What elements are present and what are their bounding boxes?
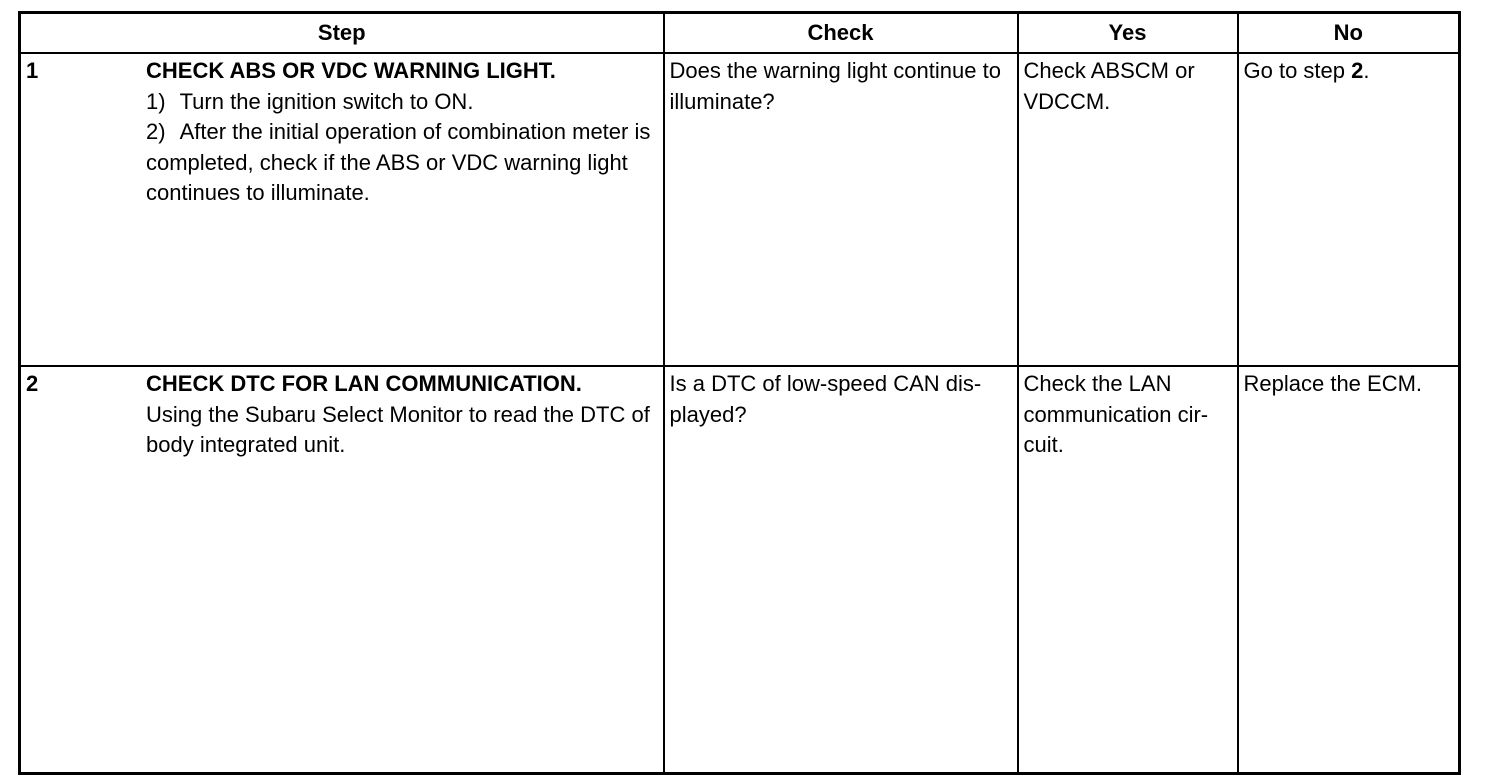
no-cell: Replace the ECM.	[1238, 366, 1460, 774]
step-description: Using the Subaru Select Monitor to read the DTC of body integrated unit.	[146, 401, 650, 457]
step-number: 2	[26, 371, 39, 396]
instruction-text: After the initial operation of combination meter is completed, check if the ABS or VDC warning light continues to illuminate.	[146, 119, 651, 205]
no-cell	[1238, 53, 1460, 366]
no-prefix: Go to step	[1243, 58, 1352, 83]
instruction-number: 1)	[146, 88, 166, 114]
step-number: 1	[26, 58, 39, 83]
check-cell: Is a DTC of low-speed CAN dis-played?	[664, 366, 1018, 774]
step-title: CHECK ABS OR VDC WARNING LIGHT.	[146, 58, 556, 83]
table-header-row	[20, 13, 1460, 54]
header-step: Step	[20, 13, 664, 54]
step-title: CHECK DTC FOR LAN COMMUNICATION.	[146, 371, 582, 396]
header-no: No	[1238, 13, 1460, 54]
step-cell	[20, 366, 664, 774]
step-instruction	[146, 117, 658, 209]
table-row	[20, 53, 1460, 366]
instruction-number: 2)	[146, 119, 166, 144]
step-instruction	[146, 87, 658, 118]
table-row	[20, 366, 1460, 774]
instruction-text: Turn the ignition switch to ON.	[179, 88, 474, 114]
yes-cell: Check the LAN communication cir-cuit.	[1018, 366, 1238, 774]
step-reference: 2	[1351, 58, 1364, 83]
check-cell: Does the warning light continue to illuminate?	[664, 53, 1018, 366]
yes-cell: Check ABSCM or VDCCM.	[1018, 53, 1238, 366]
step-body	[146, 56, 658, 209]
step-body	[146, 369, 658, 461]
header-yes: Yes	[1018, 13, 1238, 54]
step-cell	[20, 53, 664, 366]
no-suffix: .	[1363, 58, 1370, 83]
diagnostic-procedure-table	[18, 11, 1461, 775]
header-check: Check	[664, 13, 1018, 54]
